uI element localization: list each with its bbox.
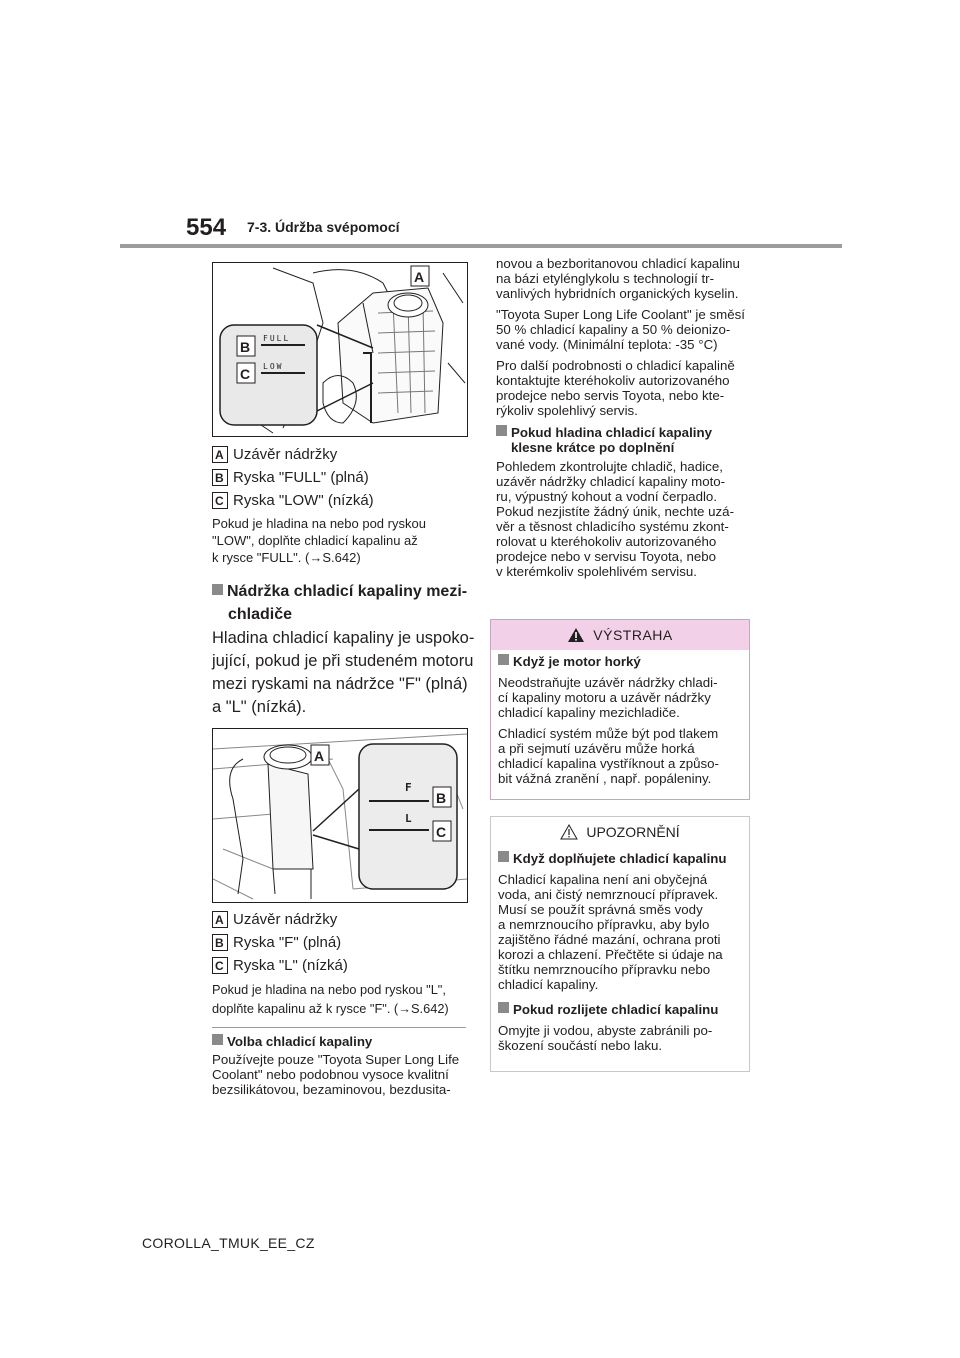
legend-text: Uzávěr nádržky — [233, 445, 338, 463]
body-line: Coolant" nebo podobnou vysoce kvalitní — [212, 1067, 449, 1082]
body-line: a při sejmutí uzávěru může horká — [498, 741, 695, 756]
heading-text: klesne krátce po doplnění — [511, 440, 675, 455]
body-line: chladicí kapalina vystříknout a způso- — [498, 756, 719, 771]
legend-item — [212, 444, 337, 464]
bullet-icon — [498, 654, 509, 665]
body-line: rýkoliv spolehlivý servis. — [496, 403, 638, 418]
body-line: Chladicí systém může být pod tlakem — [498, 726, 719, 741]
bullet-icon — [496, 425, 507, 436]
note-line: Pokud je hladina na nebo pod ryskou "L", — [212, 982, 446, 997]
legend-key: C — [212, 957, 228, 974]
paragraph — [496, 307, 758, 352]
body-line: 50 % chladicí kapaliny a 50 % deionizo- — [496, 322, 731, 337]
body-line: škození součástí nebo laku. — [498, 1038, 663, 1053]
callout-b: B — [240, 339, 251, 355]
body-line: chladicí kapaliny mezichladiče. — [498, 705, 680, 720]
note-l-level — [212, 980, 477, 1018]
legend-item — [212, 955, 348, 975]
heading-line — [212, 580, 467, 603]
body-line: rolovat u kteréhokoliv autorizovaného — [496, 534, 717, 549]
body-line: na bázi etylénglykolu s technologií tr- — [496, 271, 715, 286]
body-line: mezi ryskami na nádržce "F" (plná) — [212, 675, 468, 693]
legend-text: Ryska "F" (plná) — [233, 933, 342, 951]
header-rule — [120, 244, 842, 248]
heading-level-drops — [496, 425, 758, 455]
coolant-choice-section — [212, 1034, 472, 1097]
body-line: jující, pokud je při studeném motoru — [212, 652, 474, 670]
body-line: Pohledem zkontrolujte chladič, hadice, — [496, 459, 723, 474]
body-line: v kterémkoliv spolehlivém servisu. — [496, 564, 697, 579]
caution-header — [491, 817, 749, 847]
legend-item — [212, 467, 369, 487]
legend-text: Ryska "L" (nízká) — [233, 956, 348, 974]
body-line: "Toyota Super Long Life Coolant" je směsí — [496, 307, 745, 322]
body-line: ru, výpustný kohout a vodní čerpadlo. — [496, 489, 718, 504]
body-line: Neodstraňujte uzávěr nádržky chladi- — [498, 675, 718, 690]
callout-a: A — [314, 748, 325, 764]
legend-key: B — [212, 469, 228, 486]
caution-heading — [498, 851, 742, 866]
paragraph — [496, 459, 758, 579]
body-line: novou a bezboritanovou chladicí kapalinu — [496, 256, 740, 271]
note-line: k rysce "FULL". (→S.642) — [212, 550, 361, 565]
warning-icon — [567, 627, 585, 643]
body-line: voda, ani čistý nemrznoucí přípravek. — [498, 887, 719, 902]
heading-text: Nádržka chladicí kapaliny mezi- — [227, 583, 468, 600]
body-line: cí kapaliny motoru a uzávěr nádržky — [498, 690, 711, 705]
paragraph — [496, 256, 758, 301]
body-line: uzávěr nádržky chladicí kapaliny moto- — [496, 474, 726, 489]
legend-item — [212, 909, 337, 929]
caution-heading — [498, 1002, 742, 1017]
page-number: 554 — [186, 214, 227, 241]
figure-intercooler-reservoir — [212, 728, 468, 903]
callout-c: C — [240, 366, 251, 382]
body-line: zajištěno řádné mazání, ochrana proti — [498, 932, 721, 947]
caution-box — [490, 816, 750, 1072]
body-line: vanlivých hybridních organických kyselin. — [496, 286, 739, 301]
heading-text: Volba chladicí kapaliny — [227, 1034, 373, 1049]
legend-text: Uzávěr nádržky — [233, 910, 338, 928]
caution-icon — [560, 824, 578, 840]
body-line: Musí se použít správná směs vody — [498, 902, 703, 917]
note-line: "LOW", doplňte chladicí kapalinu až — [212, 533, 418, 548]
legend-key: A — [212, 911, 228, 928]
section-title: 7-3. Údržba svépomocí — [247, 219, 400, 235]
body-line: a nemrznoucího přípravku, aby bylo — [498, 917, 710, 932]
warning-header — [491, 620, 749, 650]
l-mark-label: L — [405, 812, 412, 825]
warning-box — [490, 619, 750, 800]
body-line: chladicí kapaliny. — [498, 977, 599, 992]
body-line: Chladicí kapalina není ani obyčejná — [498, 872, 708, 887]
paragraph — [496, 358, 758, 418]
body-line: Pro další podrobnosti o chladicí kapalině — [496, 358, 735, 373]
warning-heading — [498, 654, 742, 669]
paragraph — [498, 675, 742, 720]
body-line: vané vody. (Minimální teplota: -35 °C) — [496, 337, 718, 352]
body-line: Omyjte ji vodou, abyste zabránili po- — [498, 1023, 713, 1038]
caution-title: UPOZORNĚNÍ — [586, 824, 680, 840]
f-mark-label: F — [405, 781, 412, 794]
figure-coolant-reservoir — [212, 262, 468, 437]
right-column-text — [496, 256, 758, 579]
callout-a: A — [414, 269, 425, 285]
heading-text: Pokud hladina chladicí kapaliny — [511, 425, 712, 440]
body-line: Hladina chladicí kapaliny je uspoko- — [212, 629, 475, 647]
intercooler-body — [212, 627, 477, 719]
footer-doc-id: COROLLA_TMUK_EE_CZ — [142, 1235, 315, 1251]
callout-b: B — [436, 790, 447, 806]
engine-bay-illustration — [213, 263, 467, 436]
legend-item — [212, 932, 341, 952]
body-line: bezsilikátovou, bezaminovou, bezdusita- — [212, 1082, 451, 1097]
body-line: věr a těsnost chladicího systému zkont- — [496, 519, 729, 534]
legend-text: Ryska "FULL" (plná) — [233, 468, 369, 486]
callout-c: C — [436, 824, 447, 840]
legend-item — [212, 490, 374, 510]
paragraph — [498, 872, 742, 992]
full-mark-label: FULL — [263, 334, 291, 343]
heading-intercooler-reservoir — [212, 580, 467, 626]
bullet-icon — [212, 1034, 223, 1045]
note-line: Pokud je hladina na nebo pod ryskou — [212, 516, 426, 531]
body-line: korozi a chlazení. Přečtěte si údaje na — [498, 947, 723, 962]
body-line: Používejte pouze "Toyota Super Long Life — [212, 1052, 460, 1067]
coolant-choice-heading — [212, 1034, 472, 1049]
note-low-level — [212, 515, 472, 566]
body-line: a "L" (nízká). — [212, 698, 307, 716]
body-line: prodejce nebo servis Toyota, nebo kte- — [496, 388, 725, 403]
body-line: bit vážná zranění , např. popáleniny. — [498, 771, 712, 786]
low-mark-label: LOW — [263, 362, 284, 371]
legend-key: A — [212, 446, 228, 463]
body-line: štítku nemrznoucího přípravku nebo — [498, 962, 711, 977]
bullet-icon — [212, 584, 223, 595]
legend-key: C — [212, 492, 228, 509]
paragraph — [498, 726, 742, 786]
heading-text: Pokud rozlijete chladicí kapalinu — [513, 1002, 719, 1017]
note-line: doplňte kapalinu až k rysce "F". (→S.642) — [212, 1001, 449, 1016]
heading-text: Když doplňujete chladicí kapalinu — [513, 851, 727, 866]
legend-text: Ryska "LOW" (nízká) — [233, 491, 374, 509]
bullet-icon — [498, 851, 509, 862]
body-line: kontaktujte kteréhokoliv autorizovaného — [496, 373, 730, 388]
divider — [212, 1027, 466, 1028]
heading-text: chladiče — [228, 606, 293, 623]
heading-text: Když je motor horký — [513, 654, 641, 669]
warning-title: VÝSTRAHA — [593, 627, 673, 643]
bullet-icon — [498, 1002, 509, 1013]
body-line: prodejce nebo v servisu Toyota, nebo — [496, 549, 717, 564]
body-line: Pokud nezjistíte žádný únik, nechte uzá- — [496, 504, 735, 519]
paragraph — [498, 1023, 742, 1053]
legend-key: B — [212, 934, 228, 951]
intercooler-illustration — [213, 729, 467, 902]
